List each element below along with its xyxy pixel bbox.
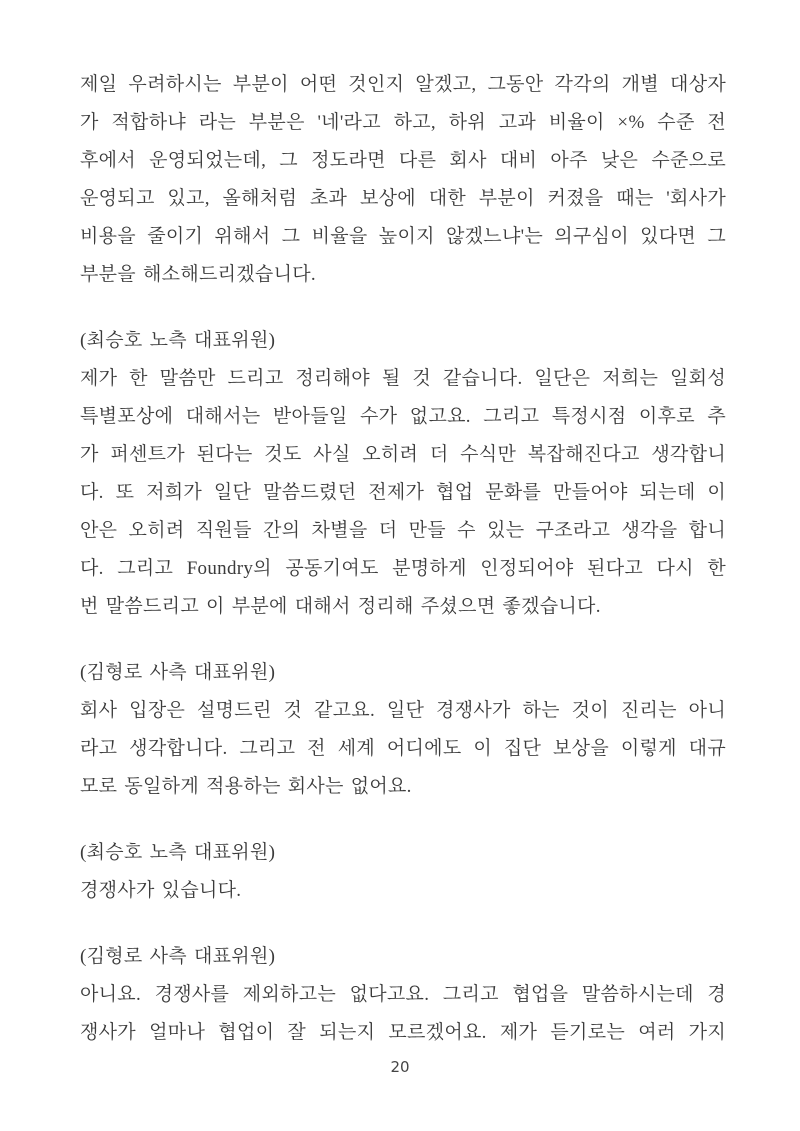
blank-line [80,806,726,834]
text-line: 제일 우려하시는 부분이 어떤 것인지 알겠고, 그동안 각각의 개별 대상자 [80,74,726,95]
text-line: 안은 오히려 직원들 간의 차별을 더 만들 수 있는 구조라고 생각을 합니 [80,520,726,541]
paragraph [80,360,726,626]
text-line: 쟁사가 얼마나 협업이 잘 되는지 모르겠어요. 제가 듣기로는 여러 가지 [80,1022,726,1043]
blank-line [80,294,726,322]
text-line: 후에서 운영되었는데, 그 정도라면 다른 회사 대비 아주 낮은 수준으로 [80,150,726,171]
text-line: 가 적합하냐 라는 부분은 '네'라고 하고, 하위 고과 비율이 ×% 수준 전 [80,112,726,133]
text-line: 가 퍼센트가 된다는 것도 사실 오히려 더 수식만 복잡해진다고 생각합니 [80,444,726,465]
text-line: 경쟁사가 있습니다. [80,880,242,901]
paragraph [80,66,726,294]
text-line: 라고 생각합니다. 그리고 전 세계 어디에도 이 집단 보상을 이렇게 대규 [80,738,726,759]
text-line: 아니요. 경쟁사를 제외하고는 없다고요. 그리고 협업을 말씀하시는데 경 [80,984,726,1005]
speaker-label: (최승호 노측 대표위원) [80,330,276,351]
text-line: 부분을 해소해드리겠습니다. [80,264,316,285]
page-number: 20 [390,1058,410,1076]
text-line: 번 말씀드리고 이 부분에 대해서 정리해 주셨으면 좋겠습니다. [80,596,601,617]
paragraph [80,692,726,806]
text-line: 특별포상에 대해서는 받아들일 수가 없고요. 그리고 특정시점 이후로 추 [80,406,726,427]
text-line: 회사 입장은 설명드린 것 같고요. 일단 경쟁사가 하는 것이 진리는 아니 [80,700,726,721]
text-line: 다. 또 저희가 일단 말씀드렸던 전제가 협업 문화를 만들어야 되는데 이 [80,482,726,503]
paragraph [80,872,726,910]
text-line: 제가 한 말씀만 드리고 정리해야 될 것 같습니다. 일단은 저희는 일회성 [80,368,726,389]
paragraph [80,976,726,1052]
blank-line [80,626,726,654]
page-body [80,66,726,1052]
text-line: 비용을 줄이기 위해서 그 비율을 높이지 않겠느냐'는 의구심이 있다면 그 [80,226,726,247]
text-line: 모로 동일하게 적용하는 회사는 없어요. [80,776,412,797]
speaker-label: (김형로 사측 대표위원) [80,662,276,683]
text-line: 다. 그리고 Foundry의 공동기여도 분명하게 인정되어야 된다고 다시 한 [80,558,726,579]
blank-line [80,910,726,938]
text-line: 운영되고 있고, 올해처럼 초과 보상에 대한 부분이 커졌을 때는 '회사가 [80,188,726,209]
speaker-label: (최승호 노측 대표위원) [80,842,276,863]
speaker-label: (김형로 사측 대표위원) [80,946,276,967]
